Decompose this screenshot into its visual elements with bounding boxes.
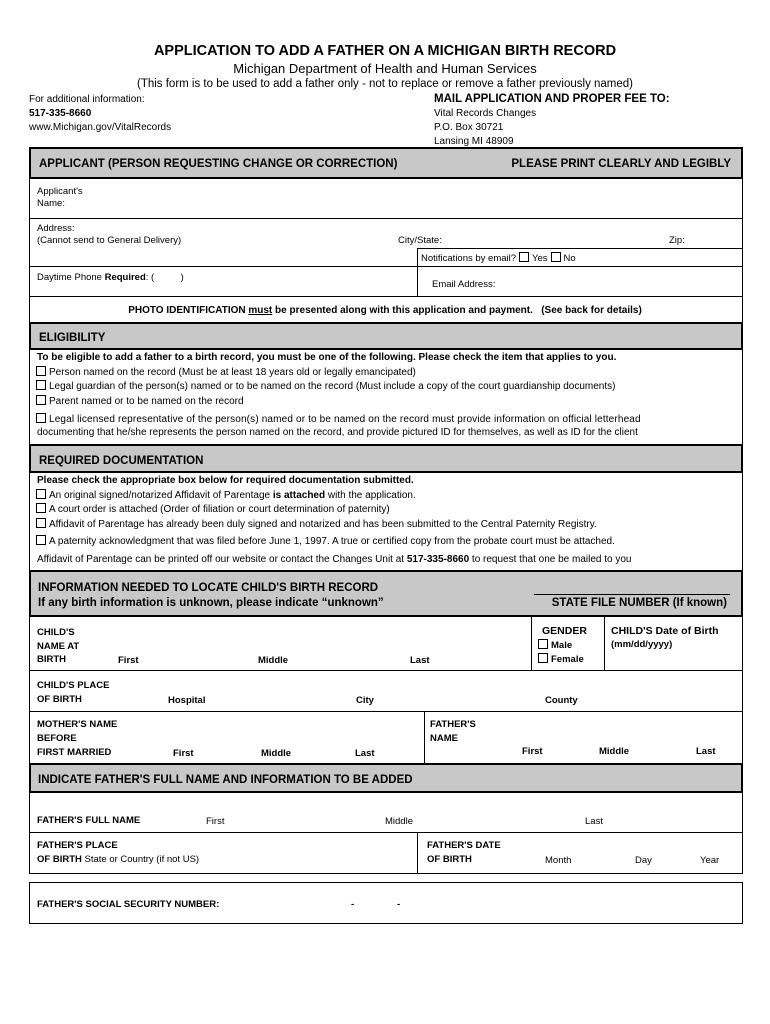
name-label-2: Name: <box>37 198 65 209</box>
first-label: First <box>522 746 543 757</box>
phone-required: Required <box>104 272 146 283</box>
phone-text: Daytime Phone <box>37 272 105 283</box>
child-dob-format: (mm/dd/yyyy) <box>611 639 673 650</box>
doc-item[interactable] <box>33 489 416 501</box>
eligibility-item[interactable] <box>33 413 641 425</box>
doc-item[interactable] <box>33 535 615 547</box>
mail-line: Vital Records Changes <box>434 108 537 119</box>
child-header <box>29 570 743 617</box>
mail-label: MAIL APPLICATION AND PROPER FEE TO: <box>434 93 670 105</box>
year-label: Year <box>700 855 720 866</box>
divider <box>424 711 425 764</box>
child-dob-label: CHILD'S Date of Birth <box>611 625 719 637</box>
state-file-line[interactable] <box>534 594 730 595</box>
father-dob-label: OF BIRTH <box>427 854 472 865</box>
address-note: (Cannot send to General Delivery) <box>37 235 182 246</box>
mother-label: MOTHER'S NAME <box>37 719 118 730</box>
female-label: Female <box>551 654 584 665</box>
father-title: INDICATE FATHER'S FULL NAME AND INFORMATION TO BE ADDED <box>38 774 413 786</box>
first-label: First <box>118 655 139 666</box>
father-label: NAME <box>430 733 458 744</box>
last-label: Last <box>410 655 430 666</box>
email-notification <box>421 252 576 264</box>
photo-b: be presented along with this application and payment. (See back for details) <box>272 305 642 316</box>
no-label: No <box>563 253 576 264</box>
divider <box>531 617 532 670</box>
day-label: Day <box>635 855 652 866</box>
middle-label: Middle <box>261 748 292 759</box>
female-checkbox[interactable] <box>538 653 548 663</box>
photo-must: must <box>248 305 273 316</box>
first-label: First <box>206 816 225 827</box>
father-full-name-label: FATHER'S FULL NAME <box>37 815 141 826</box>
item-label: with the application. <box>325 490 416 501</box>
ssn-label: FATHER'S SOCIAL SECURITY NUMBER: <box>37 899 220 910</box>
yes-checkbox[interactable] <box>519 252 529 262</box>
item-label: An original signed/notarized Affidavit of Parentage <box>49 490 273 501</box>
child-place-label: CHILD'S PLACE <box>37 680 110 691</box>
child-subtitle: If any birth information is unknown, please indicate “unknown” <box>38 597 384 609</box>
applicant-title: APPLICANT (PERSON REQUESTING CHANGE OR CORRECTION) <box>39 158 398 170</box>
checkbox[interactable] <box>36 380 46 390</box>
last-label: Last <box>696 746 716 757</box>
info-website[interactable]: www.Michigan.gov/VitalRecords <box>29 122 172 133</box>
ssn-dash: - <box>351 899 355 910</box>
item-label: Legal licensed representative of the person(s) named or to be named on the record must provide information on official letterhead <box>49 414 641 425</box>
address-label: Address: <box>37 223 75 234</box>
item-bold: is attached <box>272 490 326 501</box>
no-checkbox[interactable] <box>551 252 561 262</box>
first-label: First <box>173 748 194 759</box>
last-label: Last <box>355 748 375 759</box>
footer-text: Affidavit of Parentage can be printed off our website or contact the Changes Unit at <box>37 554 407 565</box>
middle-label: Middle <box>385 816 413 827</box>
divider <box>417 248 743 249</box>
child-name-label: BIRTH <box>37 654 67 665</box>
documentation-title: REQUIRED DOCUMENTATION <box>39 455 204 467</box>
hospital-label: Hospital <box>168 695 206 706</box>
documentation-header <box>29 444 743 473</box>
form-title: APPLICATION TO ADD A FATHER ON A MICHIGAN BIRTH RECORD <box>153 43 617 59</box>
item-label: A court order is attached (Order of filiation or court determination of paternity) <box>49 504 390 515</box>
checkbox[interactable] <box>36 503 46 513</box>
phone-label <box>37 272 184 283</box>
county-label: County <box>545 695 578 706</box>
form-note: (This form is to be used to add a father only - not to replace or remove a father previously named) <box>136 78 634 90</box>
doc-footer <box>37 554 631 565</box>
child-title: INFORMATION NEEDED TO LOCATE CHILD'S BIRTH RECORD <box>38 582 379 594</box>
photo-a: PHOTO IDENTIFICATION <box>128 305 249 316</box>
checkbox[interactable] <box>36 489 46 499</box>
item-label: A paternity acknowledgment that was filed before June 1, 1997. A true or certified copy from the probate court must be attached. <box>49 536 615 547</box>
checkbox[interactable] <box>36 518 46 528</box>
applicant-header <box>29 147 743 179</box>
gender-label: GENDER <box>542 625 587 637</box>
divider <box>604 617 605 670</box>
father-header <box>29 763 743 793</box>
city-label: City <box>356 695 374 706</box>
footer-text: to request that one be mailed to you <box>469 554 632 565</box>
state-file-label: STATE FILE NUMBER (If known) <box>551 597 727 609</box>
checkbox[interactable] <box>36 413 46 423</box>
middle-label: Middle <box>599 746 630 757</box>
email-label: Email Address: <box>432 279 496 290</box>
info-phone: 517-335-8660 <box>29 108 92 119</box>
photo-id-note <box>0 305 770 316</box>
department: Michigan Department of Health and Human Services <box>233 61 537 76</box>
ssn-dash: - <box>397 899 401 910</box>
male-option[interactable] <box>535 639 572 651</box>
divider <box>29 670 743 671</box>
checkbox[interactable] <box>36 395 46 405</box>
doc-item[interactable] <box>33 518 597 530</box>
eligibility-item[interactable] <box>33 366 416 378</box>
mail-line: P.O. Box 30721 <box>434 122 504 133</box>
mail-line: Lansing MI 48909 <box>434 136 514 147</box>
place-label: OF BIRTH <box>37 854 82 865</box>
divider <box>417 832 418 874</box>
divider <box>29 711 743 712</box>
child-place-label: OF BIRTH <box>37 694 82 705</box>
female-option[interactable] <box>535 653 584 665</box>
info-label: For additional information: <box>29 94 145 105</box>
child-name-label: CHILD'S <box>37 627 75 638</box>
male-label: Male <box>551 640 573 651</box>
middle-label: Middle <box>258 655 289 666</box>
mother-label: FIRST MARRIED <box>37 747 112 758</box>
place-hint: State or Country (if not US) <box>81 854 200 865</box>
item-label: Affidavit of Parentage has already been duly signed and notarized and has been submitted to the Central Paternity Registry. <box>49 519 597 530</box>
item-label: Person named on the record (Must be at least 18 years old or legally emancipated) <box>49 367 416 378</box>
eligibility-item-cont: documenting that he/she represents the person named on the record, and provide pictured ID for themselves, as well as ID for the client <box>37 427 638 438</box>
phone-paren: : ( ) <box>145 272 184 283</box>
city-label: City/State: <box>398 235 442 246</box>
divider <box>29 296 743 297</box>
item-label: Parent named or to be named on the record <box>49 396 244 407</box>
notif-label: Notifications by email? <box>421 253 517 264</box>
male-checkbox[interactable] <box>538 639 548 649</box>
eligibility-title: ELIGIBILITY <box>39 332 106 344</box>
checkbox[interactable] <box>36 366 46 376</box>
name-label: Applicant's <box>37 186 83 197</box>
eligibility-intro: To be eligible to add a father to a birth record, you must be one of the following. Please check the item that applies to you. <box>37 352 617 363</box>
eligibility-header <box>29 322 743 350</box>
checkbox[interactable] <box>36 535 46 545</box>
divider <box>29 218 743 219</box>
father-dob-label: FATHER'S DATE <box>427 840 501 851</box>
eligibility-item[interactable] <box>33 380 615 392</box>
father-label: FATHER'S <box>430 719 476 730</box>
divider <box>29 832 743 833</box>
zip-label: Zip: <box>669 235 685 246</box>
item-label: Legal guardian of the person(s) named or to be named on the record (Must include a copy of the court guardianship documents) <box>49 381 616 392</box>
mother-label: BEFORE <box>37 733 77 744</box>
eligibility-item[interactable] <box>33 395 244 407</box>
yes-label: Yes <box>532 253 548 264</box>
print-note: PLEASE PRINT CLEARLY AND LEGIBLY <box>511 158 731 170</box>
last-label: Last <box>585 816 603 827</box>
doc-item[interactable] <box>33 503 390 515</box>
father-place-label: FATHER'S PLACE <box>37 840 118 851</box>
documentation-intro: Please check the appropriate box below for required documentation submitted. <box>37 475 414 486</box>
divider <box>29 266 743 267</box>
footer-phone: 517-335-8660 <box>406 554 470 565</box>
month-label: Month <box>545 855 572 866</box>
divider <box>417 248 418 296</box>
father-place-label-2 <box>37 854 199 865</box>
child-name-label: NAME AT <box>37 641 80 652</box>
